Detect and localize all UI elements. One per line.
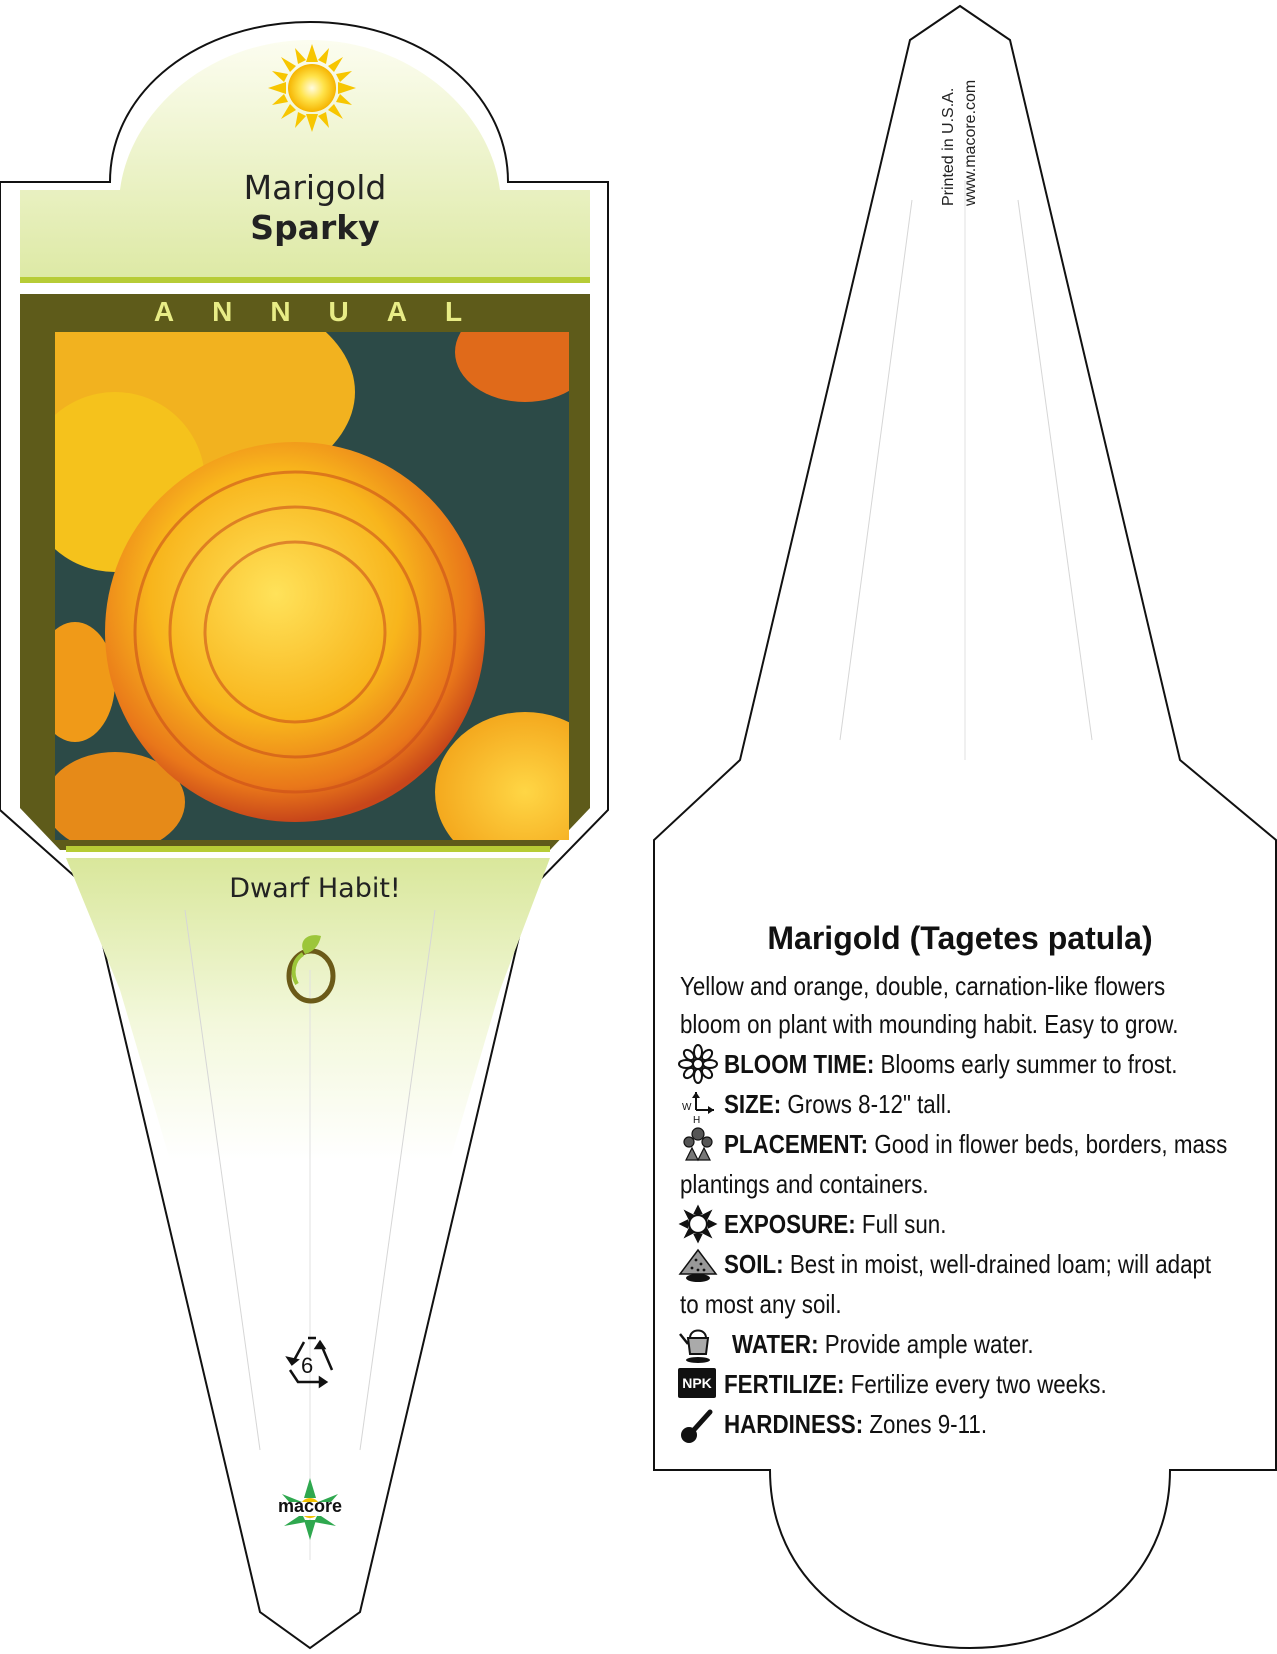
website-text: www.macore.com xyxy=(962,79,979,206)
bloom-time-row xyxy=(724,1044,1177,1084)
size-icon-w: W xyxy=(682,1102,692,1113)
water-value: Provide ample water. xyxy=(824,1329,1034,1359)
exposure-label: EXPOSURE: xyxy=(724,1209,856,1239)
flower-icon xyxy=(678,1044,718,1084)
plant-name: Marigold xyxy=(243,168,387,207)
placement-value-1: Good in flower beds, borders, mass xyxy=(874,1129,1228,1159)
sun-icon xyxy=(678,1204,718,1244)
placement-row xyxy=(724,1124,1227,1164)
soil-value-1: Best in moist, well-drained loam; will adapt xyxy=(789,1249,1212,1279)
fertilize-label: FERTILIZE: xyxy=(724,1369,845,1399)
printed-in-text: Printed in U.S.A. xyxy=(940,87,957,206)
soil-icon xyxy=(678,1244,718,1284)
fertilize-value: Fertilize every two weeks. xyxy=(850,1369,1107,1399)
header-divider xyxy=(20,277,590,283)
npk-icon: NPK xyxy=(678,1368,716,1398)
category-label: ANNUAL xyxy=(153,296,501,327)
water-label: WATER: xyxy=(732,1329,819,1359)
water-row xyxy=(732,1324,1034,1364)
bloom-time-label: BLOOM TIME: xyxy=(724,1049,875,1079)
thermometer-icon xyxy=(678,1404,718,1444)
tagline: Dwarf Habit! xyxy=(229,873,401,904)
size-icon-h: H xyxy=(693,1115,701,1124)
marigold-photo xyxy=(55,332,569,840)
description-line-2: bloom on plant with mounding habit. Easy to grow. xyxy=(680,1009,1179,1039)
exposure-value: Full sun. xyxy=(861,1209,947,1239)
variety-name: Sparky xyxy=(250,208,380,247)
soil-label: SOIL: xyxy=(724,1249,784,1279)
recycle-code: 6 xyxy=(301,1353,314,1378)
watering-can-icon xyxy=(678,1324,718,1364)
exposure-row xyxy=(724,1204,946,1244)
panel-divider xyxy=(66,846,550,852)
description-line-1: Yellow and orange, double, carnation-like flowers xyxy=(680,971,1166,1001)
soil-row xyxy=(724,1244,1211,1284)
size-value: Grows 8-12" tall. xyxy=(787,1089,952,1119)
size-icon xyxy=(678,1084,718,1124)
hardiness-value: Zones 9-11. xyxy=(869,1409,988,1439)
placement-value-2: plantings and containers. xyxy=(680,1169,929,1199)
hardiness-label: HARDINESS: xyxy=(724,1409,864,1439)
sun-logo-icon xyxy=(268,44,356,132)
size-label: SIZE: xyxy=(724,1089,782,1119)
placement-icon xyxy=(678,1124,718,1164)
soil-value-2: to most any soil. xyxy=(680,1289,842,1319)
size-row xyxy=(724,1084,952,1124)
back-title: Marigold (Tagetes patula) xyxy=(767,920,1153,956)
brand-name: macore xyxy=(277,1496,343,1516)
placement-label: PLACEMENT: xyxy=(724,1129,869,1159)
fertilize-row xyxy=(724,1364,1107,1404)
hardiness-row xyxy=(724,1404,987,1444)
bloom-time-value: Blooms early summer to frost. xyxy=(880,1049,1178,1079)
